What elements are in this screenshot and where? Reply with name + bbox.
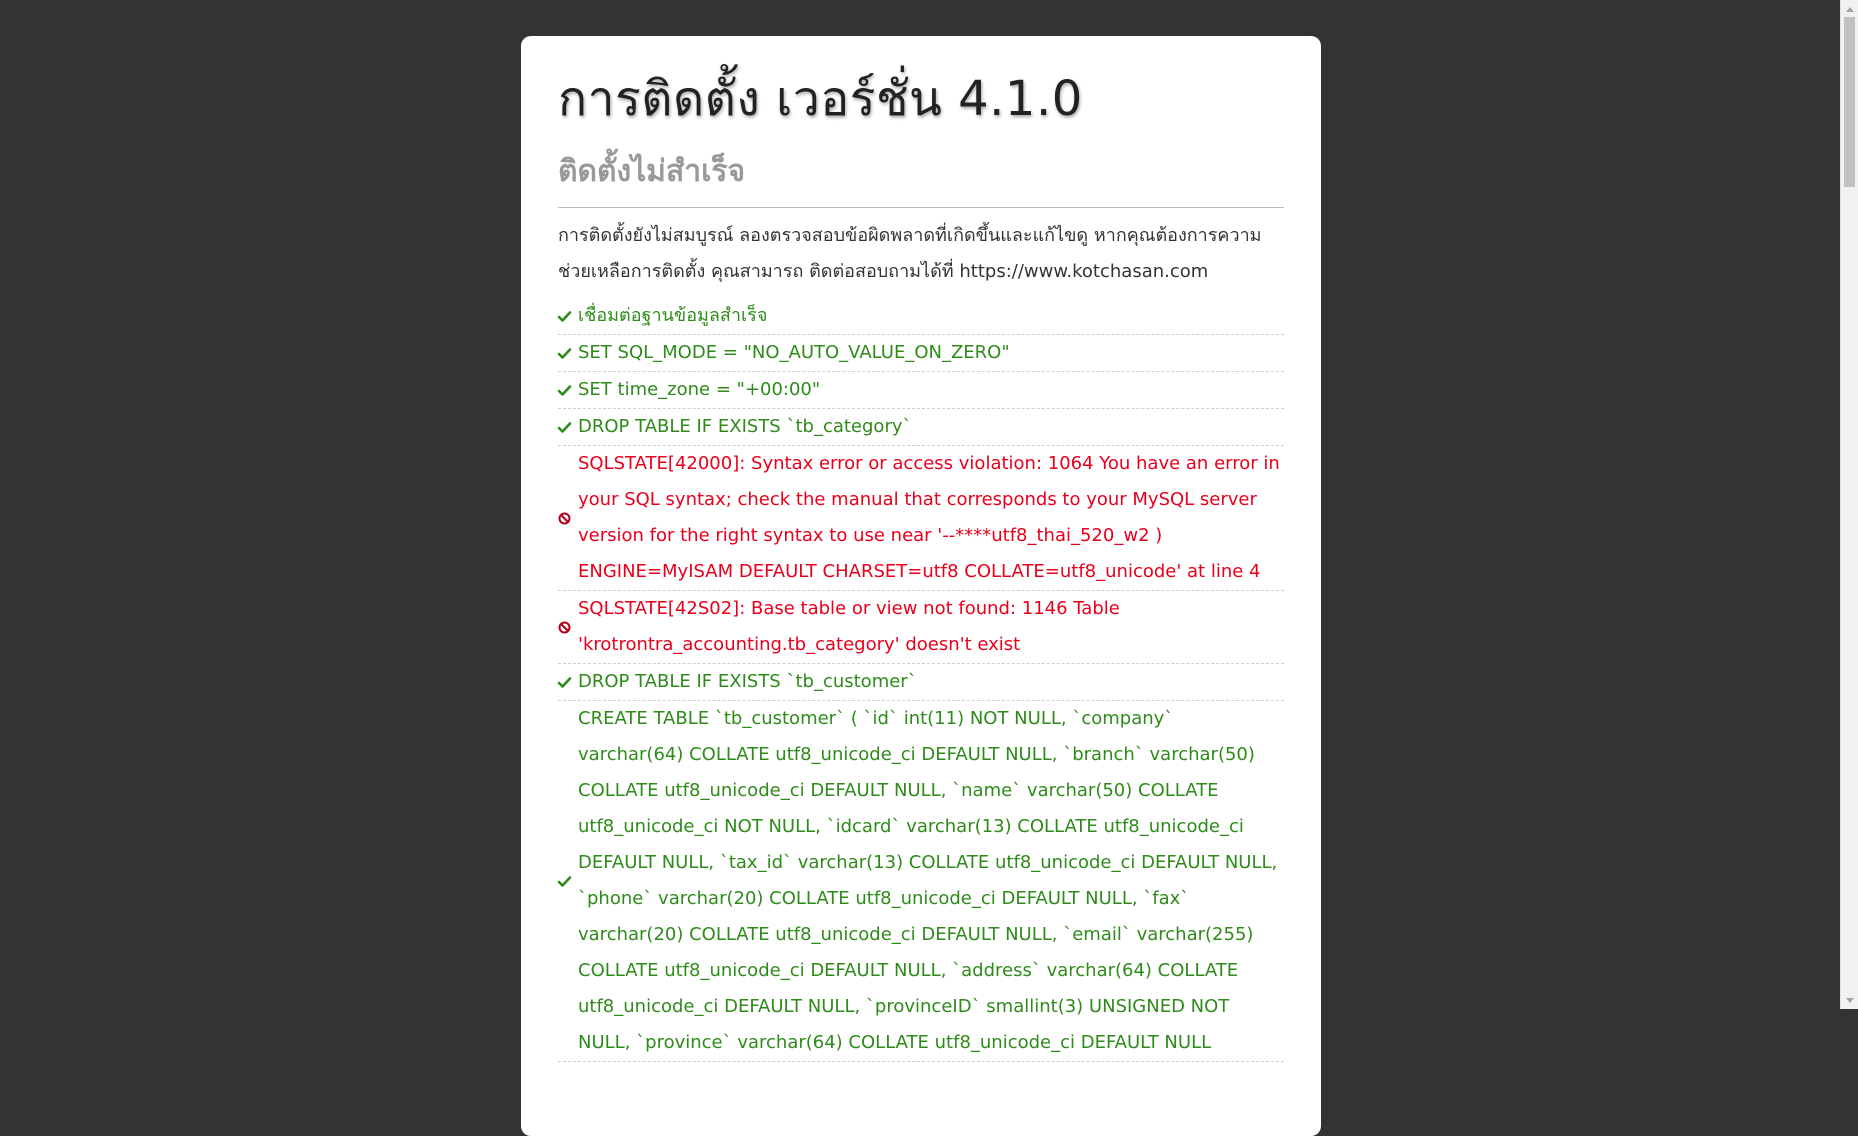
- log-item: [558, 409, 1284, 446]
- log-item: [558, 372, 1284, 409]
- scroll-down-arrow-icon[interactable]: [1841, 992, 1858, 1009]
- log-item-message: เชื่อมต่อฐานข้อมูลสำเร็จ: [578, 305, 768, 327]
- error-icon: [558, 621, 578, 634]
- log-item-message: DROP TABLE IF EXISTS `tb_category`: [578, 416, 912, 438]
- installer-panel: [521, 36, 1321, 1136]
- check-icon: [558, 385, 578, 396]
- log-item-message: CREATE TABLE `tb_customer` ( `id` int(11) NOT NULL, `company` varchar(64) COLLATE utf8_unicode_ci DEFAULT NULL, `branch` varchar(50) COLLATE utf8_unicode_ci DEFAULT NULL, `name` varchar(50) COLLATE utf8_unicode_ci NOT NULL, `idcard` varchar(13) COLLATE utf8_unicode_ci DEFAULT NULL, `tax_id` varchar(13) COLLATE utf8_unicode_ci DEFAULT NULL, `phone` varchar(20) COLLATE utf8_unicode_ci DEFAULT NULL, `fax` varchar(20) COLLATE utf8_unicode_ci DEFAULT NULL, `email` varchar(255) COLLATE utf8_unicode_ci DEFAULT NULL, `address` varchar(64) COLLATE utf8_unicode_ci DEFAULT NULL, `provinceID` smallint(3) UNSIGNED NOT NULL, `province` varchar(64) COLLATE utf8_unicode_ci DEFAULT NULL: [578, 708, 1278, 1054]
- check-icon: [558, 677, 578, 688]
- log-item-message: SQLSTATE[42000]: Syntax error or access violation: 1064 You have an error in your SQL syntax; check the manual that corresponds to your MySQL server version for the right syntax to use near '--****utf8_thai_520_w2 ) ENGINE=MyISAM DEFAULT CHARSET=utf8 COLLATE=utf8_unicode' at line 4: [578, 453, 1280, 583]
- log-item: [558, 591, 1284, 664]
- scrollbar-thumb[interactable]: [1844, 17, 1855, 187]
- log-item-message: SQLSTATE[42S02]: Base table or view not found: 1146 Table 'krotrontra_accounting.tb_category' doesn't exist: [578, 598, 1120, 656]
- vertical-scrollbar[interactable]: [1840, 0, 1858, 1009]
- log-item: [558, 335, 1284, 372]
- log-item: [558, 701, 1284, 1062]
- page-title: การติดตั้ง เวอร์ชั่น 4.1.0: [558, 71, 1083, 127]
- log-item-message: SET time_zone = "+00:00": [578, 379, 821, 401]
- error-icon: [558, 512, 578, 525]
- install-status-heading: ติดตั้งไม่สำเร็จ: [558, 152, 1284, 208]
- check-icon: [558, 422, 578, 433]
- install-log-list: [558, 298, 1284, 1062]
- log-item: [558, 664, 1284, 701]
- check-icon: [558, 876, 578, 887]
- log-item-message: SET SQL_MODE = "NO_AUTO_VALUE_ON_ZERO": [578, 342, 1010, 364]
- intro-text: การติดตั้งยังไม่สมบูรณ์ ลองตรวจสอบข้อผิดพลาดที่เกิดขึ้นและแก้ไขดู หากคุณต้องการความช่วยเหลือการติดตั้ง คุณสามารถ ติดต่อสอบถามได้ที่ https://www.kotchasan.com: [558, 225, 1262, 283]
- scroll-up-arrow-icon[interactable]: [1841, 0, 1858, 17]
- check-icon: [558, 348, 578, 359]
- log-item: [558, 298, 1284, 335]
- log-item-message: DROP TABLE IF EXISTS `tb_customer`: [578, 671, 917, 693]
- log-item: [558, 446, 1284, 591]
- check-icon: [558, 311, 578, 322]
